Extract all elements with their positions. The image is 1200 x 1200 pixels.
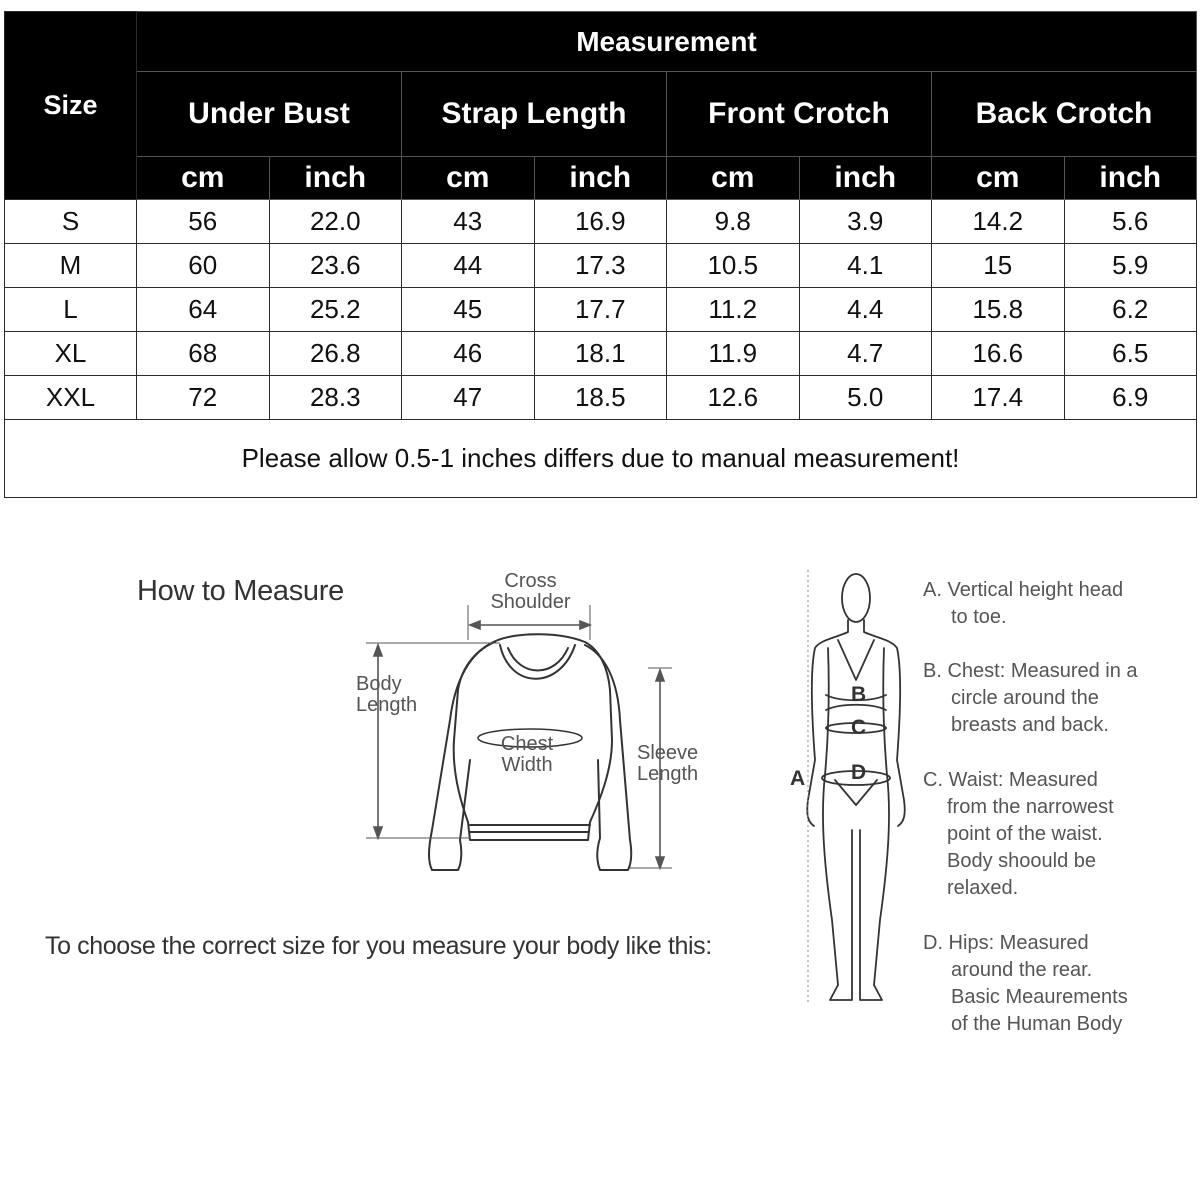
value-cell: 45 xyxy=(402,288,535,332)
value-cell: 4.7 xyxy=(799,332,932,376)
value-cell: 18.5 xyxy=(534,376,667,420)
value-cell: 47 xyxy=(402,376,535,420)
unit-header: cm xyxy=(667,157,800,200)
unit-header: cm xyxy=(137,157,270,200)
sleeve-length-label-line2: Length xyxy=(637,763,699,785)
how-to-measure-title: How to Measure xyxy=(137,575,344,607)
unit-header: cm xyxy=(402,157,535,200)
sleeve-length-label xyxy=(637,743,698,785)
value-cell: 11.2 xyxy=(667,288,800,332)
value-cell: 6.5 xyxy=(1064,332,1197,376)
value-cell: 18.1 xyxy=(534,332,667,376)
chest-width-label-line1: Chest xyxy=(500,733,554,755)
value-cell: 4.4 xyxy=(799,288,932,332)
instruction-c-line2: from the narrowest xyxy=(947,796,1114,818)
value-cell: 15 xyxy=(932,244,1065,288)
size-cell: L xyxy=(5,288,137,332)
value-cell: 17.4 xyxy=(932,376,1065,420)
value-cell: 26.8 xyxy=(269,332,402,376)
instruction-d-line3: Basic Meaurements xyxy=(951,986,1128,1008)
value-cell: 28.3 xyxy=(269,376,402,420)
size-cell: XL xyxy=(5,332,137,376)
value-cell: 17.7 xyxy=(534,288,667,332)
value-cell: 22.0 xyxy=(269,200,402,244)
instruction-c xyxy=(923,767,1114,902)
value-cell: 11.9 xyxy=(667,332,800,376)
measurement-header: Measurement xyxy=(137,12,1197,72)
size-cell: S xyxy=(5,200,137,244)
unit-header: inch xyxy=(534,157,667,200)
instruction-c-line3: point of the waist. xyxy=(947,823,1103,845)
instruction-d-line1: D. Hips: Measured xyxy=(923,932,1089,954)
human-body-drawing xyxy=(807,574,905,1000)
instruction-c-line5: relaxed. xyxy=(947,877,1019,899)
value-cell: 16.6 xyxy=(932,332,1065,376)
value-cell: 23.6 xyxy=(269,244,402,288)
instruction-b-line3: breasts and back. xyxy=(951,714,1109,736)
value-cell: 16.9 xyxy=(534,200,667,244)
chest-width-label xyxy=(486,734,568,776)
group-header-back-crotch: Back Crotch xyxy=(932,72,1197,157)
value-cell: 64 xyxy=(137,288,270,332)
value-cell: 15.8 xyxy=(932,288,1065,332)
value-cell: 17.3 xyxy=(534,244,667,288)
value-cell: 72 xyxy=(137,376,270,420)
group-header-under-bust: Under Bust xyxy=(137,72,402,157)
unit-header: inch xyxy=(799,157,932,200)
body-length-label-line1: Body xyxy=(356,673,402,695)
value-cell: 43 xyxy=(402,200,535,244)
unit-header: inch xyxy=(1064,157,1197,200)
cross-shoulder-label-line1: Cross xyxy=(504,570,557,592)
instruction-b-line1: B. Chest: Measured in a xyxy=(923,660,1138,682)
group-header-strap-length: Strap Length xyxy=(402,72,667,157)
figure-letter-b: B xyxy=(851,683,867,706)
value-cell: 6.2 xyxy=(1064,288,1197,332)
figure-letter-a: A xyxy=(790,767,806,790)
value-cell: 44 xyxy=(402,244,535,288)
instruction-d xyxy=(923,930,1128,1038)
value-cell: 56 xyxy=(137,200,270,244)
instruction-b xyxy=(923,658,1138,739)
value-cell: 6.9 xyxy=(1064,376,1197,420)
cross-shoulder-label-line2: Shoulder xyxy=(490,591,571,613)
unit-header: inch xyxy=(269,157,402,200)
value-cell: 60 xyxy=(137,244,270,288)
value-cell: 68 xyxy=(137,332,270,376)
value-cell: 10.5 xyxy=(667,244,800,288)
unit-header: cm xyxy=(932,157,1065,200)
choose-size-text: To choose the correct size for you measure your body like this: xyxy=(45,932,712,960)
value-cell: 3.9 xyxy=(799,200,932,244)
instruction-a-line1: A. Vertical height head xyxy=(923,579,1124,601)
cross-shoulder-label xyxy=(478,571,583,613)
value-cell: 25.2 xyxy=(269,288,402,332)
instruction-d-line2: around the rear. xyxy=(951,959,1093,981)
value-cell: 9.8 xyxy=(667,200,800,244)
group-header-front-crotch: Front Crotch xyxy=(667,72,932,157)
instruction-d-line4: of the Human Body xyxy=(951,1013,1123,1035)
value-cell: 5.9 xyxy=(1064,244,1197,288)
chest-width-label-line2: Width xyxy=(501,754,553,776)
value-cell: 14.2 xyxy=(932,200,1065,244)
value-cell: 4.1 xyxy=(799,244,932,288)
instruction-a xyxy=(923,577,1123,631)
size-cell: M xyxy=(5,244,137,288)
instruction-b-line2: circle around the xyxy=(951,687,1099,709)
instruction-a-line2: to toe. xyxy=(951,606,1007,628)
instruction-c-line4: Body shoould be xyxy=(947,850,1097,872)
value-cell: 12.6 xyxy=(667,376,800,420)
value-cell: 46 xyxy=(402,332,535,376)
figure-letter-c: C xyxy=(851,716,867,739)
size-cell: XXL xyxy=(5,376,137,420)
body-length-label-line2: Length xyxy=(356,694,418,716)
figure-letter-d: D xyxy=(851,761,867,784)
size-header: Size xyxy=(5,12,137,200)
measurement-note: Please allow 0.5-1 inches differs due to manual measurement! xyxy=(5,420,1197,498)
sleeve-length-label-line1: Sleeve xyxy=(637,742,699,764)
value-cell: 5.0 xyxy=(799,376,932,420)
instruction-c-line1: C. Waist: Measured xyxy=(923,769,1098,791)
body-length-label xyxy=(356,674,417,716)
value-cell: 5.6 xyxy=(1064,200,1197,244)
